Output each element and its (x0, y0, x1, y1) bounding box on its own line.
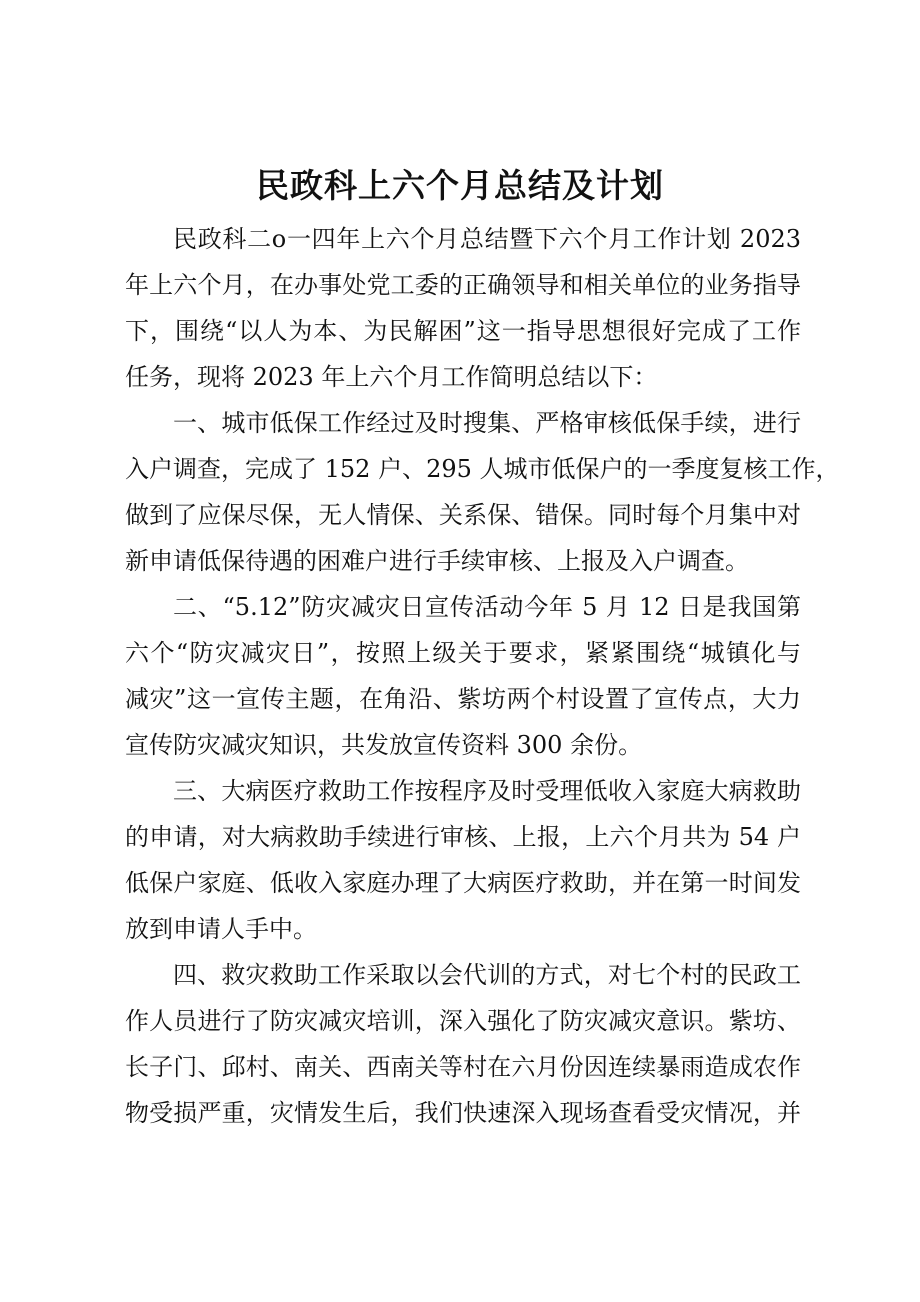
text-line: 入户调查，完成了 152 户、295 人城市低保户的一季度复核工作， (125, 455, 840, 483)
text-line: 放到申请人手中。 (125, 915, 317, 943)
text-line: 的申请，对大病救助手续进行审核、上报，上六个月共为 54 户 (125, 823, 801, 851)
text-line: 新申请低保待遇的困难户进行手续审核、上报及入户调查。 (125, 547, 749, 575)
text-line: 四、救灾救助工作采取以会代训的方式，对七个村的民政工 (173, 961, 801, 989)
text-line: 作人员进行了防灾减灾培训，深入强化了防灾减灾意识。紫坊、 (125, 1007, 801, 1035)
text-line: 宣传防灾减灾知识，共发放宣传资料 300 余份。 (125, 731, 643, 759)
text-line: 物受损严重，灾情发生后，我们快速深入现场查看受灾情况，并 (125, 1099, 801, 1127)
document-body (125, 216, 840, 1136)
text-line: 低保户家庭、低收入家庭办理了大病医疗救助，并在第一时间发 (125, 869, 801, 897)
text-line: 做到了应保尽保，无人情保、关系保、错保。同时每个月集中对 (125, 501, 801, 529)
text-line: 下，围绕“以人为本、为民解困”这一指导思想很好完成了工作 (125, 317, 801, 345)
text-line: 民政科二o一四年上六个月总结暨下六个月工作计划 2023 (173, 225, 801, 253)
paragraph-disaster-prevention-day (125, 584, 801, 768)
paragraph-medical-assistance (125, 768, 801, 952)
text-line: 六个“防灾减灾日”，按照上级关于要求，紧紧围绕“城镇化与 (125, 639, 801, 667)
text-line: 减灾”这一宣传主题，在角沿、紫坊两个村设置了宣传点，大力 (125, 685, 801, 713)
paragraph-urban-subsistence (125, 400, 840, 584)
text-line: 长子门、邱村、南关、西南关等村在六月份因连续暴雨造成农作 (125, 1053, 801, 1081)
text-line: 任务，现将 2023 年上六个月工作简明总结以下： (125, 363, 658, 391)
text-line: 二、“5.12”防灾减灾日宣传活动今年 5 月 12 日是我国第 (173, 593, 801, 621)
paragraph-disaster-relief (125, 952, 801, 1136)
text-line: 年上六个月，在办事处党工委的正确领导和相关单位的业务指导 (125, 271, 801, 299)
document-title: 民政科上六个月总结及计划 (256, 166, 664, 205)
text-line: 一、城市低保工作经过及时搜集、严格审核低保手续，进行 (173, 409, 801, 437)
text-line: 三、大病医疗救助工作按程序及时受理低收入家庭大病救助 (173, 777, 801, 805)
paragraph-summary-intro (125, 216, 801, 400)
